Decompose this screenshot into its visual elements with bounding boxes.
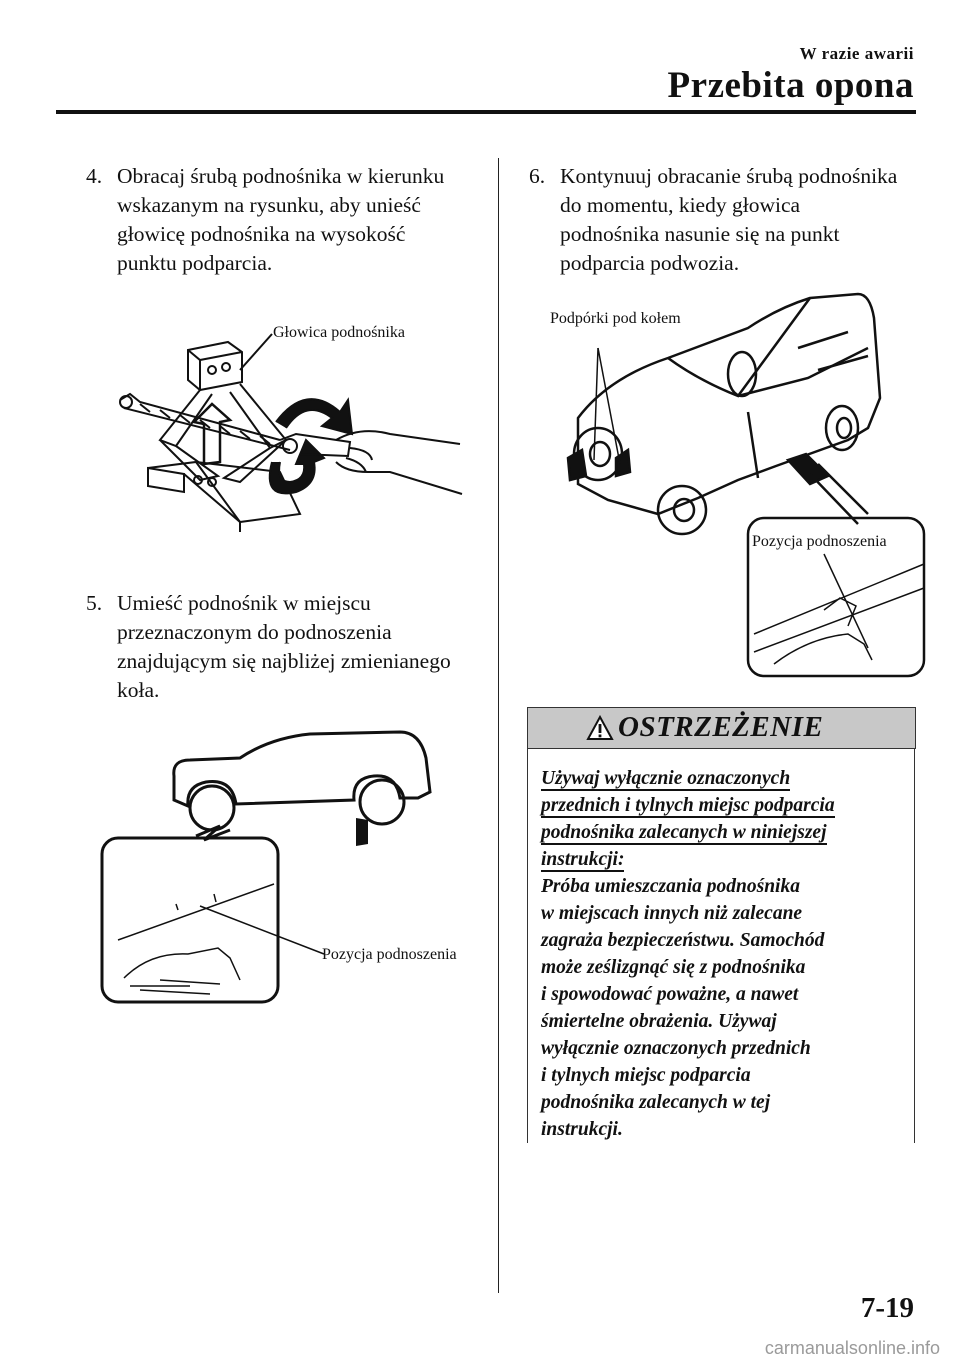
warning-line: Używaj wyłącznie oznaczonych — [541, 768, 791, 789]
page-title: Przebita opona — [667, 65, 914, 106]
warning-line: i tylnych miejsc podparcia — [541, 1065, 751, 1086]
warning-left-rule — [527, 749, 528, 1143]
lift-position-label: Pozycja podnoszenia — [322, 946, 457, 963]
step-4 — [86, 162, 486, 278]
warning-line: Próba umieszczania podnośnika — [541, 876, 800, 897]
page-number: 7-19 — [860, 1292, 914, 1324]
warning-line: wyłącznie oznaczonych przednich — [541, 1038, 811, 1059]
step-line: podparcia podwozia. — [560, 251, 740, 275]
step-line: wskazanym na rysunku, aby unieść — [117, 193, 421, 217]
column-divider — [498, 158, 499, 1293]
step-number: 5. — [86, 591, 103, 615]
car-wheel-chocks-illustration — [548, 288, 928, 680]
warning-line: zagraża bezpieczeństwu. Samochód — [541, 930, 825, 951]
jack-head-label: Głowica podnośnika — [273, 324, 405, 341]
warning-line: podnośnika zalecanych w tej — [541, 1092, 771, 1113]
warning-title: OSTRZEŻENIE — [618, 711, 824, 743]
step-5 — [86, 589, 486, 705]
step-line: Umieść podnośnik w miejscu — [117, 591, 371, 615]
header-rule — [56, 110, 916, 114]
lift-position-label-right: Pozycja podnoszenia — [752, 533, 887, 550]
scissor-jack-illustration — [100, 322, 480, 532]
warning-box — [527, 707, 916, 1140]
watermark: carmanualsonline.info — [764, 1338, 940, 1358]
warning-right-rule — [914, 749, 915, 1143]
step-line: podnośnika nasunie się na punkt — [560, 222, 840, 246]
warning-text — [541, 765, 906, 1143]
wheel-chocks-label: Podpórki pod kołem — [550, 310, 681, 327]
warning-line: przednich i tylnych miejsc podparcia — [541, 795, 835, 816]
step-line: do momentu, kiedy głowica — [560, 193, 801, 217]
warning-line: może ześlizgnąć się z podnośnika — [541, 957, 806, 978]
warning-line: i spowodować poważne, a nawet — [541, 984, 799, 1005]
section-label: W razie awarii — [799, 44, 914, 63]
warning-line: podnośnika zalecanych w niniejszej — [541, 822, 827, 843]
step-line: przeznaczonym do podnoszenia — [117, 620, 392, 644]
warning-triangle-icon — [586, 715, 614, 741]
step-line: Obracaj śrubą podnośnika w kierunku — [117, 164, 445, 188]
warning-line: instrukcji. — [541, 1119, 623, 1140]
step-number: 6. — [529, 164, 546, 188]
warning-line: instrukcji: — [541, 849, 625, 870]
lift-position-illustration — [100, 728, 490, 1008]
step-line: koła. — [117, 678, 160, 702]
warning-line: śmiertelne obrażenia. Używaj — [541, 1011, 777, 1032]
step-line: głowicę podnośnika na wysokość — [117, 222, 406, 246]
step-line: Kontynuuj obracanie śrubą podnośnika — [560, 164, 898, 188]
step-number: 4. — [86, 164, 103, 188]
step-6 — [529, 162, 929, 278]
step-line: punktu podparcia. — [117, 251, 273, 275]
warning-header — [527, 707, 916, 749]
warning-line: w miejscach innych niż zalecane — [541, 903, 803, 924]
step-line: znajdującym się najbliżej zmienianego — [117, 649, 451, 673]
